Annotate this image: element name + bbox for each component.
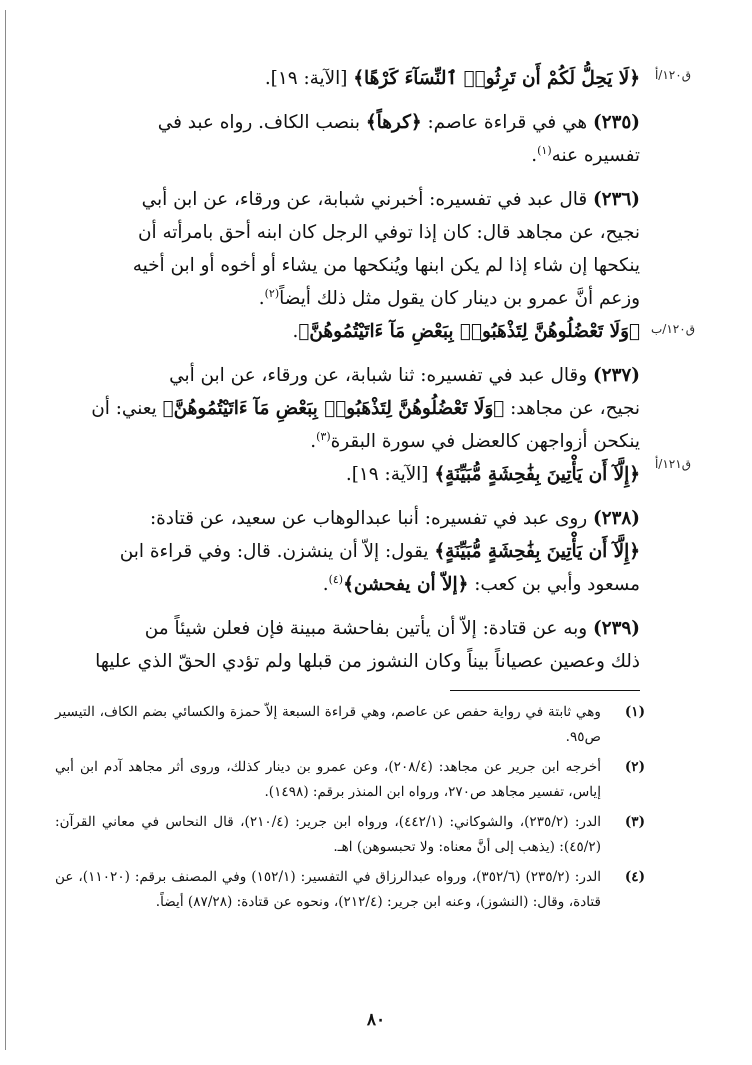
text-line xyxy=(55,282,640,315)
text-line xyxy=(55,183,640,216)
footnote-number: (٢) xyxy=(624,759,645,775)
text-run: ينكحن أزواجهن كالعضل في سورة البقرة xyxy=(330,431,640,452)
text-run: [الآية: ١٩]. xyxy=(345,464,435,485)
text-run: . xyxy=(531,145,538,166)
text-run: وقال عبد في تفسيره: ثنا شبابة، عن ورقاء، عن ابن أبي xyxy=(169,365,593,386)
text-run: ينكحها إن شاء إذا لم يكن ابنها ويُنكحها من يشاء أو أخوه أو ابن أخيه xyxy=(132,255,640,276)
footnote-number: (١) xyxy=(624,704,645,720)
footnote xyxy=(55,810,645,859)
text-line xyxy=(55,535,640,568)
paragraph-gap xyxy=(55,95,640,106)
footnote-text: أخرجه ابن جرير عن مجاهد: (٢٠٨/٤)، وعن عمرو بن دينار كذلك، وروى أثر مجاهد آدم ابن أبي إياس، تفسير مجاهد ص٢٧٠، ورواه ابن المنذر برقم: (١٤٩٨). xyxy=(55,759,602,800)
text-run: مسعود وأبي بن كعب: xyxy=(468,574,640,595)
scan-edge-line xyxy=(5,10,6,1050)
main-text xyxy=(55,62,640,678)
text-line xyxy=(55,249,640,282)
footnote-number: (٣) xyxy=(624,814,645,830)
text-run: وبه عن قتادة: إلاّ أن يأتين بفاحشة مبينة فإن فعلن شيئاً من xyxy=(144,618,593,639)
footnote xyxy=(55,700,645,749)
footnote xyxy=(55,755,645,804)
text-line xyxy=(55,392,640,425)
text-run: يقول: إلاّ أن ينشزن. قال: وفي قراءة ابن xyxy=(119,541,435,562)
text-run: يعني: أن xyxy=(91,398,163,419)
text-line xyxy=(55,568,640,601)
entry-number: (٢٣٨) xyxy=(592,508,640,529)
footnote-ref: (٤) xyxy=(328,572,344,586)
entry-number: (٢٣٩) xyxy=(592,618,640,639)
text-run: . xyxy=(258,288,265,309)
paragraph-gap xyxy=(55,348,640,359)
entry-number: (٢٣٦) xyxy=(592,189,640,210)
text-line xyxy=(55,216,640,249)
quran-quote: ﴿لَا يَحِلُّ لَكُمْ أَن تَرِثُوا۟ ٱلنِّسَآءَ كَرْهًا﴾ xyxy=(353,68,640,89)
text-line xyxy=(55,106,640,139)
footnotes xyxy=(55,700,645,920)
text-run: وزعم أنَّ عمرو بن دينار كان يقول مثل ذلك أيضاً xyxy=(279,288,640,309)
paragraph-gap xyxy=(55,601,640,612)
margin-manuscript-ref: ق١٢٠/ب xyxy=(651,322,695,336)
text-line xyxy=(55,359,640,392)
footnote xyxy=(55,865,645,914)
text-run: [الآية: ١٩]. xyxy=(264,68,354,89)
footnote-ref: (٣) xyxy=(316,429,331,443)
text-run: . xyxy=(322,574,329,595)
entry-number: (٢٣٧) xyxy=(592,365,640,386)
footnote-ref: (١) xyxy=(537,143,552,157)
quran-quote: ﴿وَلَا تَعْضُلُوهُنَّ لِتَذْهَبُوا۟ بِبَعْضِ مَآ ءَاتَيْتُمُوهُنَّ﴾ xyxy=(298,321,640,342)
paragraph-gap xyxy=(55,172,640,183)
footnote-number: (٤) xyxy=(624,869,645,885)
text-run: . xyxy=(292,321,299,342)
text-run: تفسيره عنه xyxy=(551,145,640,166)
footnote-text: وهي ثابتة في رواية حفص عن عاصم، وهي قراءة السبعة إلاّ حمزة والكسائي بضم الكاف، التيسير ص٩٥. xyxy=(55,704,601,745)
text-run: ذلك وعصين عصياناً بيناً وكان النشوز من قبلها ولم تؤدي الحقّ الذي عليها xyxy=(95,651,640,672)
footnote-text: الدر: (٢٣٥/٢)، والشوكاني: (٤٤٢/١)، ورواه ابن جرير: (٢١٠/٤)، قال النحاس في معاني القرآن: (٤٥/٢): (يذهب إلى أنَّ معناه: ولا تحبسوهن) اهـ. xyxy=(55,814,602,855)
text-line xyxy=(55,139,640,172)
quran-quote: ﴿كرهاً﴾ xyxy=(365,112,422,133)
text-line xyxy=(55,62,640,95)
margin-manuscript-ref: ق١٢١/أ xyxy=(654,457,692,471)
text-line xyxy=(55,502,640,535)
text-line xyxy=(55,612,640,645)
text-run: بنصب الكاف. رواه عبد في xyxy=(157,112,366,133)
margin-manuscript-ref: ق١٢٠/أ xyxy=(654,68,692,82)
text-line xyxy=(55,645,640,678)
footnote-text: الدر: (٢٣٥/٢) (٣٥٢/٦)، ورواه عبدالرزاق في التفسير: (١٥٢/١) وفي المصنف برقم: (١١٠٢٠)، عن قتادة، وقال: (النشوز)، وعنه ابن جرير: (٢١٢/٤)، ونحوه عن قتادة: (٨٧/٢٨) أيضاً. xyxy=(55,869,601,910)
footnote-separator xyxy=(450,690,640,691)
text-run: نجيح، عن مجاهد قال: كان إذا توفي الرجل كان ابنه أحق بامرأته أن xyxy=(137,222,640,243)
page-number: ٨٠ xyxy=(366,1010,386,1030)
quran-quote: ﴿إلاّ أن يفحشن﴾ xyxy=(343,574,469,595)
quran-quote: ﴿وَلَا تَعْضُلُوهُنَّ لِتَذْهَبُوا۟ بِبَعْضِ مَآ ءَاتَيْتُمُوهُنَّ﴾ xyxy=(162,398,505,419)
quran-quote: ﴿إِلَّآ أَن يَأْتِينَ بِفَٰحِشَةٍ مُّبَيِّنَةٍ﴾ xyxy=(434,464,640,485)
quran-quote: ﴿إِلَّآ أَن يَأْتِينَ بِفَٰحِشَةٍ مُّبَيِّنَةٍ﴾ xyxy=(434,541,640,562)
footnote-ref: (٢) xyxy=(264,286,280,300)
text-run: روى عبد في تفسيره: أنبا عبدالوهاب عن سعيد، عن قتادة: xyxy=(149,508,593,529)
text-run: قال عبد في تفسيره: أخبرني شبابة، عن ورقاء، عن ابن أبي xyxy=(141,189,593,210)
text-line xyxy=(55,315,640,348)
text-run: . xyxy=(310,431,317,452)
text-line xyxy=(55,458,640,491)
text-line xyxy=(55,425,640,458)
text-run: هي في قراءة عاصم: xyxy=(421,112,593,133)
paragraph-gap xyxy=(55,491,640,502)
entry-number: (٢٣٥) xyxy=(592,112,640,133)
text-run: نجيح، عن مجاهد: xyxy=(504,398,640,419)
